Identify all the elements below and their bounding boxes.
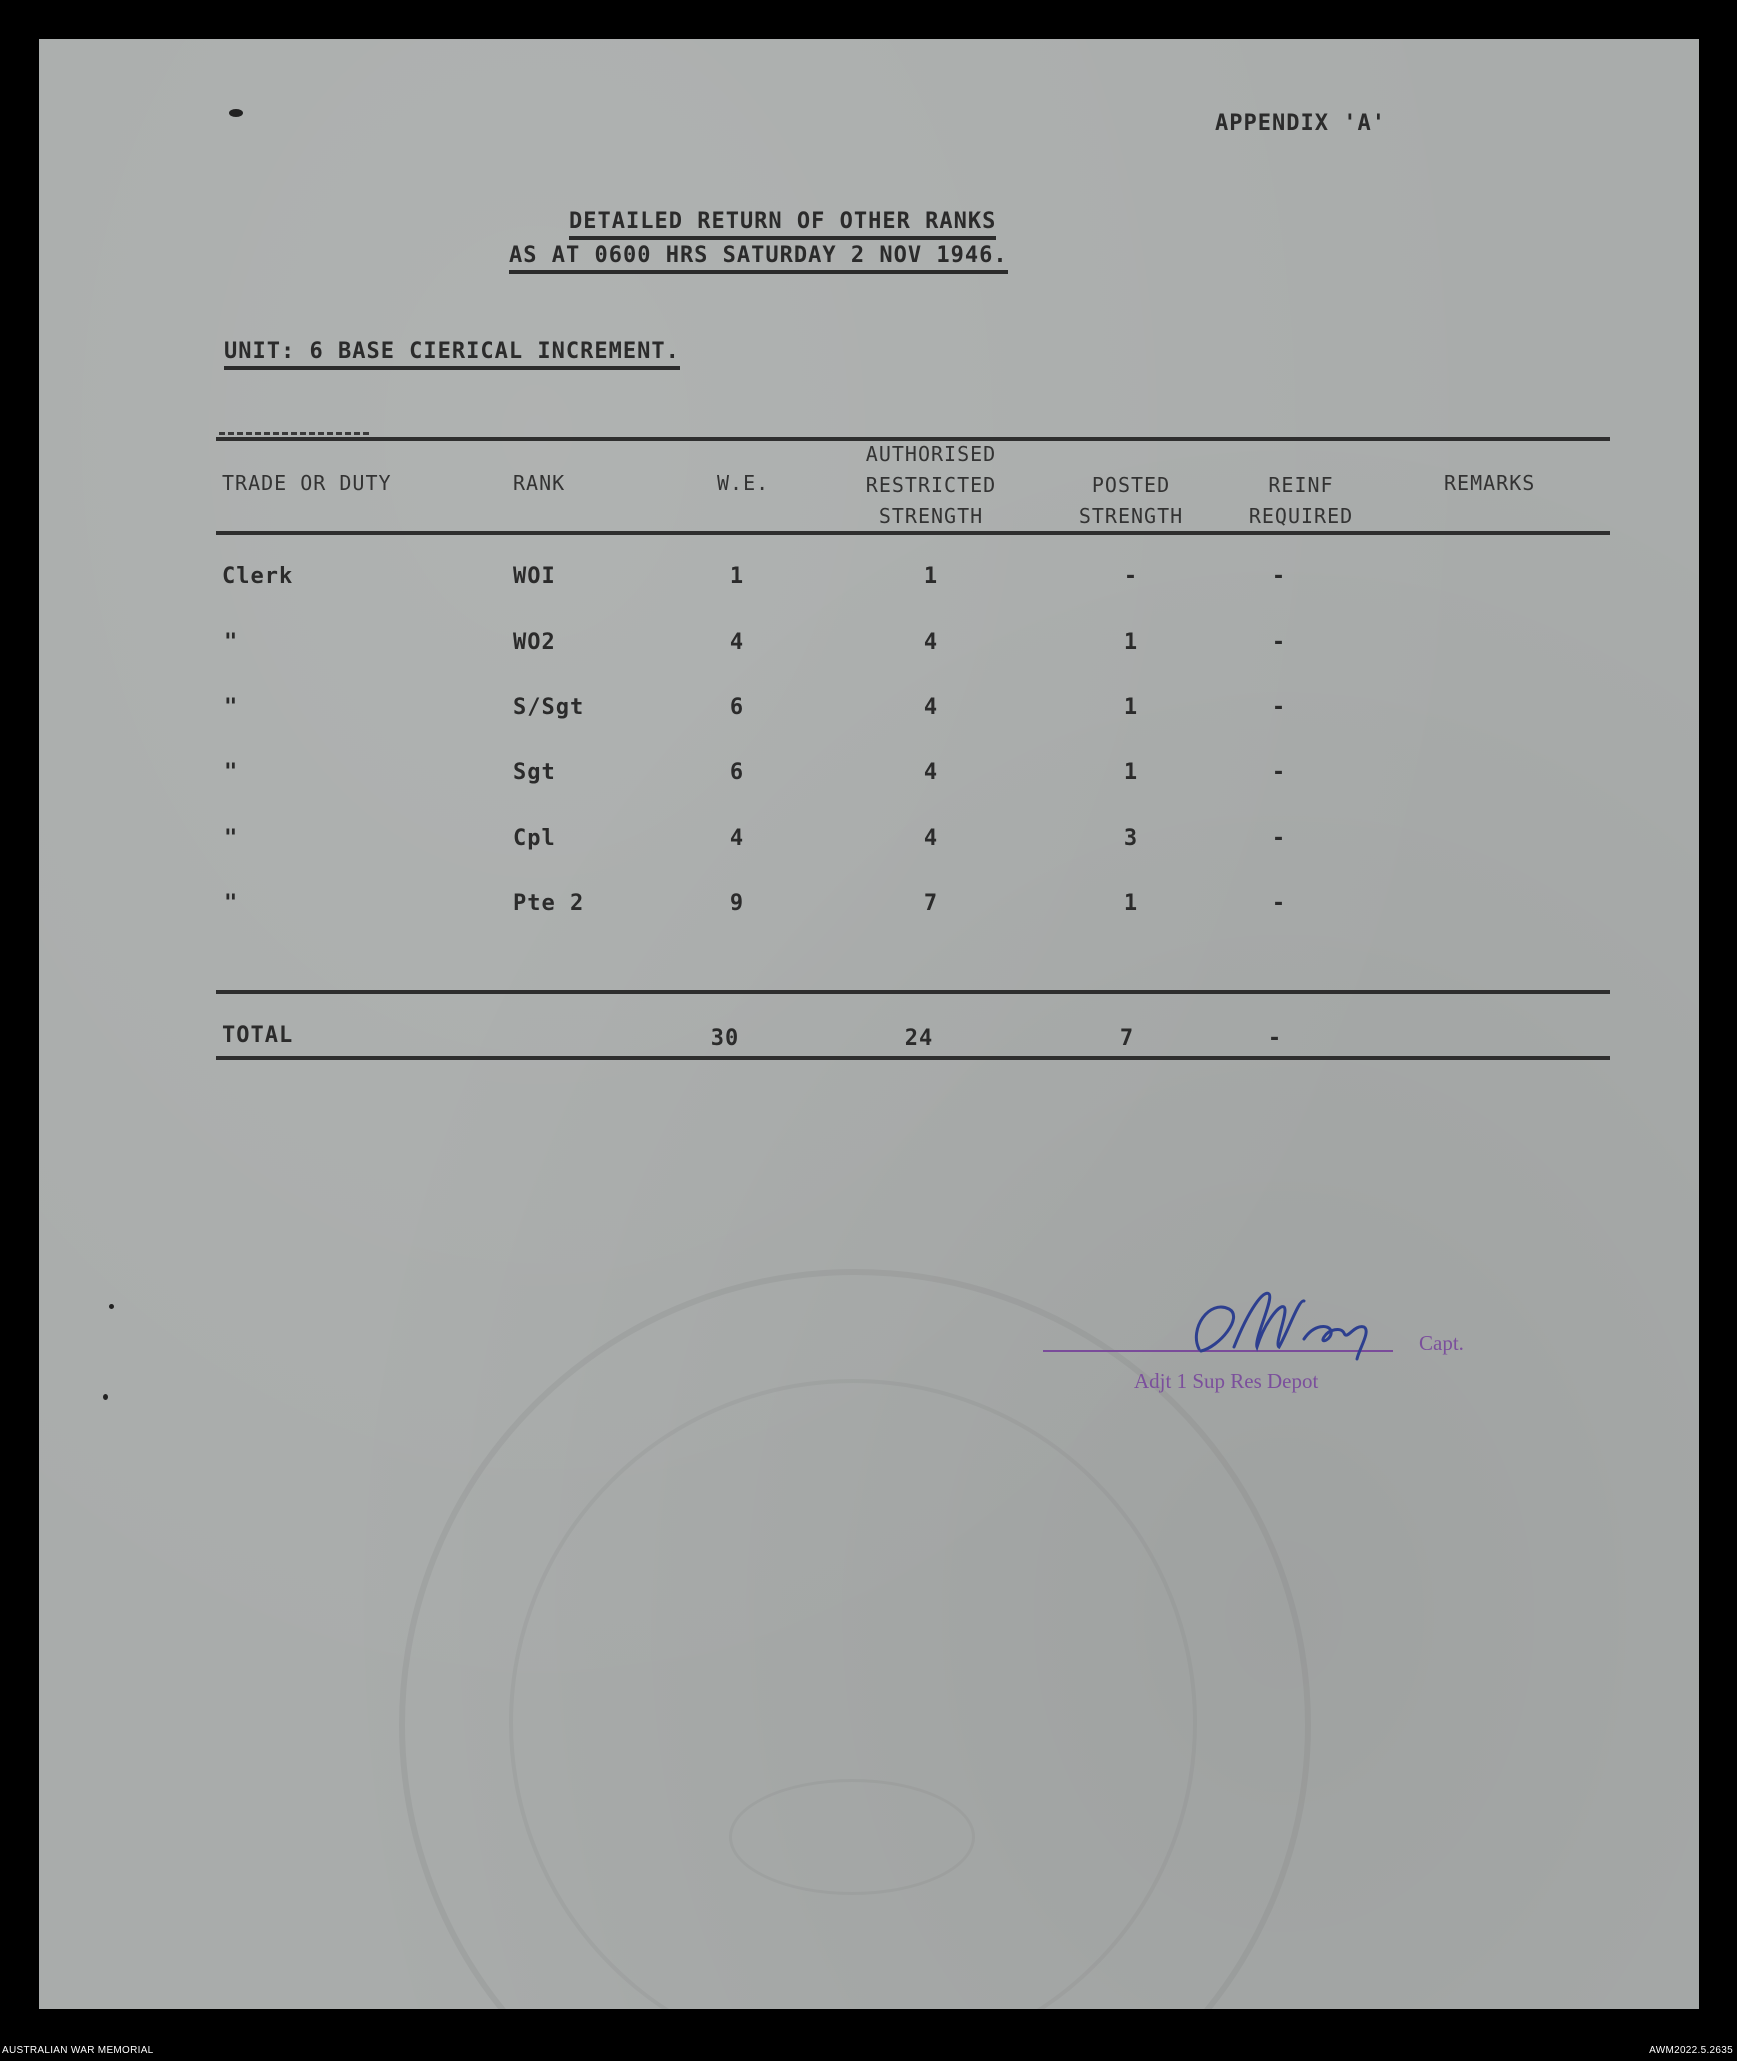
cell-trade: " xyxy=(224,826,239,851)
cell-trade: Clerk xyxy=(222,564,294,589)
cell-authorised: 4 xyxy=(923,630,939,655)
total-we: 30 xyxy=(710,1026,740,1051)
document-title-line1: DETAILED RETURN OF OTHER RANKS xyxy=(569,209,996,240)
document-page xyxy=(39,39,1699,2009)
header-we: W.E. xyxy=(717,471,770,495)
document-title-line2: AS AT 0600 HRS SATURDAY 2 NOV 1946. xyxy=(509,243,1008,274)
cell-rank: WO2 xyxy=(513,630,556,655)
cell-posted: 1 xyxy=(1123,630,1139,655)
header-authorised-line3: STRENGTH xyxy=(878,504,984,528)
cell-trade: " xyxy=(224,695,239,720)
header-trade-or-duty: TRADE OR DUTY xyxy=(222,471,392,495)
signatory-rank: Capt. xyxy=(1419,1331,1464,1355)
cell-rank: S/Sgt xyxy=(513,695,585,720)
header-posted-line1: POSTED xyxy=(1091,473,1171,497)
cell-rank: WOI xyxy=(513,564,556,589)
ink-blot xyxy=(103,1394,108,1400)
cell-authorised: 7 xyxy=(923,891,939,916)
cell-reinf: - xyxy=(1271,891,1287,916)
footer-institution: AUSTRALIAN WAR MEMORIAL xyxy=(2,2045,154,2056)
ink-blot xyxy=(109,1304,114,1309)
unit-heading: UNIT: 6 BASE CIERICAL INCREMENT. xyxy=(224,339,680,370)
cell-rank: Pte 2 xyxy=(513,891,585,916)
total-bottom-rule xyxy=(216,1056,1610,1060)
total-label: TOTAL xyxy=(222,1023,294,1048)
cell-we: 4 xyxy=(729,826,745,851)
cell-posted: 1 xyxy=(1123,760,1139,785)
cell-we: 6 xyxy=(729,695,745,720)
cell-trade: " xyxy=(224,891,239,916)
cell-posted: 1 xyxy=(1123,891,1139,916)
cell-trade: " xyxy=(224,630,239,655)
header-remarks: REMARKS xyxy=(1444,471,1536,495)
cell-trade: " xyxy=(224,760,239,785)
header-bottom-rule xyxy=(216,531,1610,535)
footer-accession-number: AWM2022.5.2635 xyxy=(1649,2045,1733,2056)
dashed-rule xyxy=(219,432,369,435)
header-reinf-line2: REQUIRED xyxy=(1248,504,1354,528)
faded-seal-emblem xyxy=(729,1779,975,1895)
cell-authorised: 4 xyxy=(923,695,939,720)
total-authorised: 24 xyxy=(904,1026,934,1051)
cell-we: 4 xyxy=(729,630,745,655)
cell-reinf: - xyxy=(1271,826,1287,851)
cell-we: 1 xyxy=(729,564,745,589)
cell-we: 9 xyxy=(729,891,745,916)
cell-posted: - xyxy=(1123,564,1139,589)
cell-reinf: - xyxy=(1271,695,1287,720)
signatory-appointment: Adjt 1 Sup Res Depot xyxy=(1134,1369,1319,1393)
header-reinf-line1: REINF xyxy=(1268,473,1334,497)
total-reinf: - xyxy=(1267,1026,1283,1051)
cell-reinf: - xyxy=(1271,630,1287,655)
cell-reinf: - xyxy=(1271,564,1287,589)
header-posted-strength xyxy=(1079,470,1183,532)
cell-reinf: - xyxy=(1271,760,1287,785)
total-top-rule xyxy=(216,990,1610,994)
handwritten-signature xyxy=(1179,1269,1409,1369)
cell-rank: Sgt xyxy=(513,760,556,785)
cell-posted: 3 xyxy=(1123,826,1139,851)
cell-we: 6 xyxy=(729,760,745,785)
header-reinf-required xyxy=(1249,470,1353,532)
header-posted-line2: STRENGTH xyxy=(1078,504,1184,528)
cell-rank: Cpl xyxy=(513,826,556,851)
header-authorised-line1: AUTHORISED xyxy=(865,442,997,466)
cell-posted: 1 xyxy=(1123,695,1139,720)
cell-authorised: 4 xyxy=(923,760,939,785)
appendix-label: APPENDIX 'A' xyxy=(1215,111,1386,136)
header-rank: RANK xyxy=(513,471,566,495)
cell-authorised: 4 xyxy=(923,826,939,851)
total-posted: 7 xyxy=(1119,1026,1135,1051)
header-authorised-line2: RESTRICTED xyxy=(865,473,997,497)
header-authorised-restricted-strength xyxy=(866,439,996,532)
cell-authorised: 1 xyxy=(923,564,939,589)
ink-blot xyxy=(229,109,243,117)
